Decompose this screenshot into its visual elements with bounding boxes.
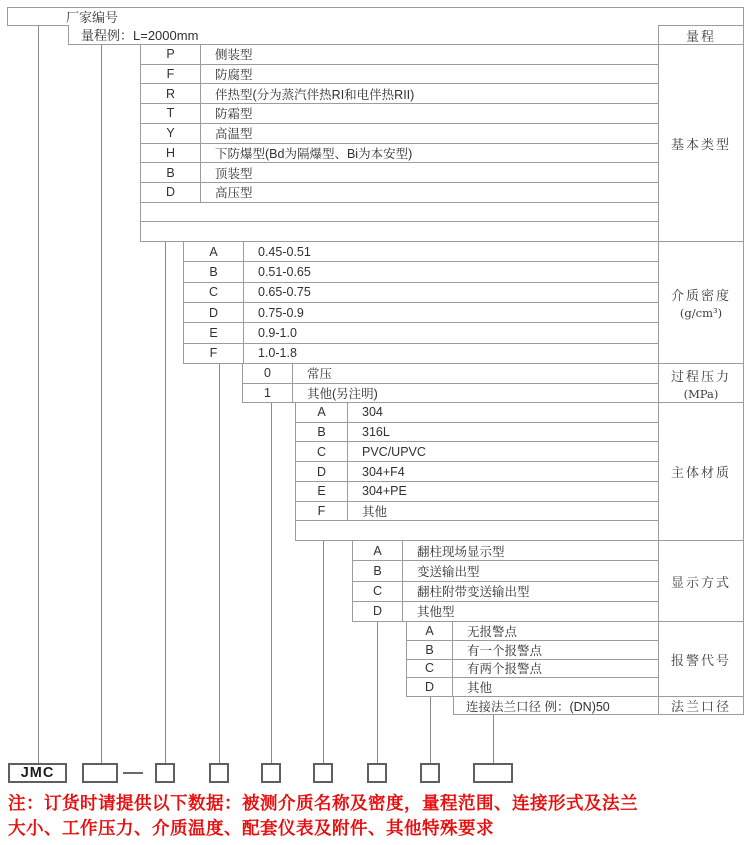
option-row: B 316L — [296, 423, 658, 443]
label-pressure-unit: (MPa) — [683, 386, 719, 401]
label-flange: 法兰口径 — [659, 697, 743, 715]
label-alarm: 报警代号 — [659, 622, 743, 697]
factory-number-label: 厂家编号 — [66, 10, 119, 25]
code-box-density — [209, 763, 229, 783]
option-row: 1 其他(另注明) — [243, 384, 658, 403]
connector-line-basic-type — [165, 242, 166, 763]
code-box-basic-type — [155, 763, 175, 783]
option-row: R 伴热型(分为蒸汽伴热RI和电伴热RII) — [141, 84, 658, 104]
model-prefix: JMC — [20, 765, 55, 781]
option-row: T 防霜型 — [141, 104, 658, 124]
label-basic-type: 基本类型 — [659, 45, 743, 242]
connector-line-alarm — [430, 697, 431, 763]
option-row: C PVC/UPVC — [296, 442, 658, 462]
option-row: D 304+F4 — [296, 462, 658, 482]
connector-line-flange — [493, 715, 494, 763]
label-display-mode: 显示方式 — [659, 541, 743, 622]
code-box-material — [313, 763, 333, 783]
code-box-display-mode — [367, 763, 387, 783]
ordering-note-line1: 注：订货时请提供以下数据：被测介质名称及密度，量程范围、连接形式及法兰 — [8, 793, 638, 813]
option-row: B 变送输出型 — [353, 561, 658, 581]
separator-dash — [123, 772, 143, 774]
connector-line-material — [323, 541, 324, 763]
connector-line-display-mode — [377, 622, 378, 763]
option-row: Y 高温型 — [141, 124, 658, 144]
option-row: C 0.65-0.75 — [184, 283, 658, 303]
category-label-column — [658, 25, 744, 715]
range-example-text: 量程例：L=2000mm — [81, 28, 199, 43]
ordering-note — [8, 791, 748, 840]
option-row: D 0.75-0.9 — [184, 303, 658, 323]
option-row: C 有两个报警点 — [407, 660, 658, 679]
option-row: E 0.9-1.0 — [184, 323, 658, 343]
option-row: D 其他型 — [353, 602, 658, 621]
option-row: D 高压型 — [141, 183, 658, 203]
option-row: A 304 — [296, 403, 658, 423]
option-row: E 304+PE — [296, 482, 658, 502]
code-box-range — [82, 763, 118, 783]
option-row-empty — [296, 521, 658, 540]
option-row: F 防腐型 — [141, 65, 658, 85]
material-table — [295, 402, 659, 541]
label-material: 主体材质 — [659, 403, 743, 541]
option-row: H 下防爆型(Bd为隔爆型、Bi为本安型) — [141, 144, 658, 164]
code-box-alarm — [420, 763, 440, 783]
connector-line-density — [219, 364, 220, 763]
basic-type-table — [140, 44, 659, 242]
connector-line-factory — [38, 26, 39, 763]
pressure-table — [242, 363, 659, 403]
factory-number-cell — [7, 7, 744, 26]
option-row: C 翻柱附带变送输出型 — [353, 582, 658, 602]
option-row-empty — [141, 203, 658, 223]
connector-line-range — [101, 45, 102, 763]
option-row: F 其他 — [296, 502, 658, 522]
option-row: B 有一个报警点 — [407, 641, 658, 660]
range-example-cell — [68, 25, 658, 45]
option-row: A 翻柱现场显示型 — [353, 541, 658, 561]
density-table — [183, 241, 659, 364]
option-row: A 0.45-0.51 — [184, 242, 658, 262]
option-row: F 1.0-1.8 — [184, 344, 658, 363]
connector-line-pressure — [271, 403, 272, 763]
option-row: 0 常压 — [243, 364, 658, 384]
option-row: P 侧装型 — [141, 45, 658, 65]
option-row: B 顶装型 — [141, 163, 658, 183]
option-row: B 0.51-0.65 — [184, 262, 658, 282]
flange-table — [453, 696, 659, 715]
label-density-unit: (g/cm³) — [679, 306, 723, 320]
code-box-pressure — [261, 763, 281, 783]
ordering-note-line2: 大小、工作压力、介质温度、配套仪表及附件、其他特殊要求 — [8, 817, 494, 838]
label-density: 介质密度 (g/cm³) — [659, 242, 743, 364]
option-row: 连接法兰口径 例：(DN)50 — [466, 699, 610, 714]
model-prefix-box — [8, 763, 67, 783]
option-row-empty — [141, 222, 658, 241]
code-box-flange — [473, 763, 513, 783]
option-row: A 无报警点 — [407, 622, 658, 641]
option-row: D 其他 — [407, 678, 658, 696]
display-mode-table — [352, 540, 659, 622]
label-pressure: 过程压力 (MPa) — [659, 364, 743, 403]
alarm-table — [406, 621, 659, 697]
label-range: 量程 — [659, 26, 743, 45]
